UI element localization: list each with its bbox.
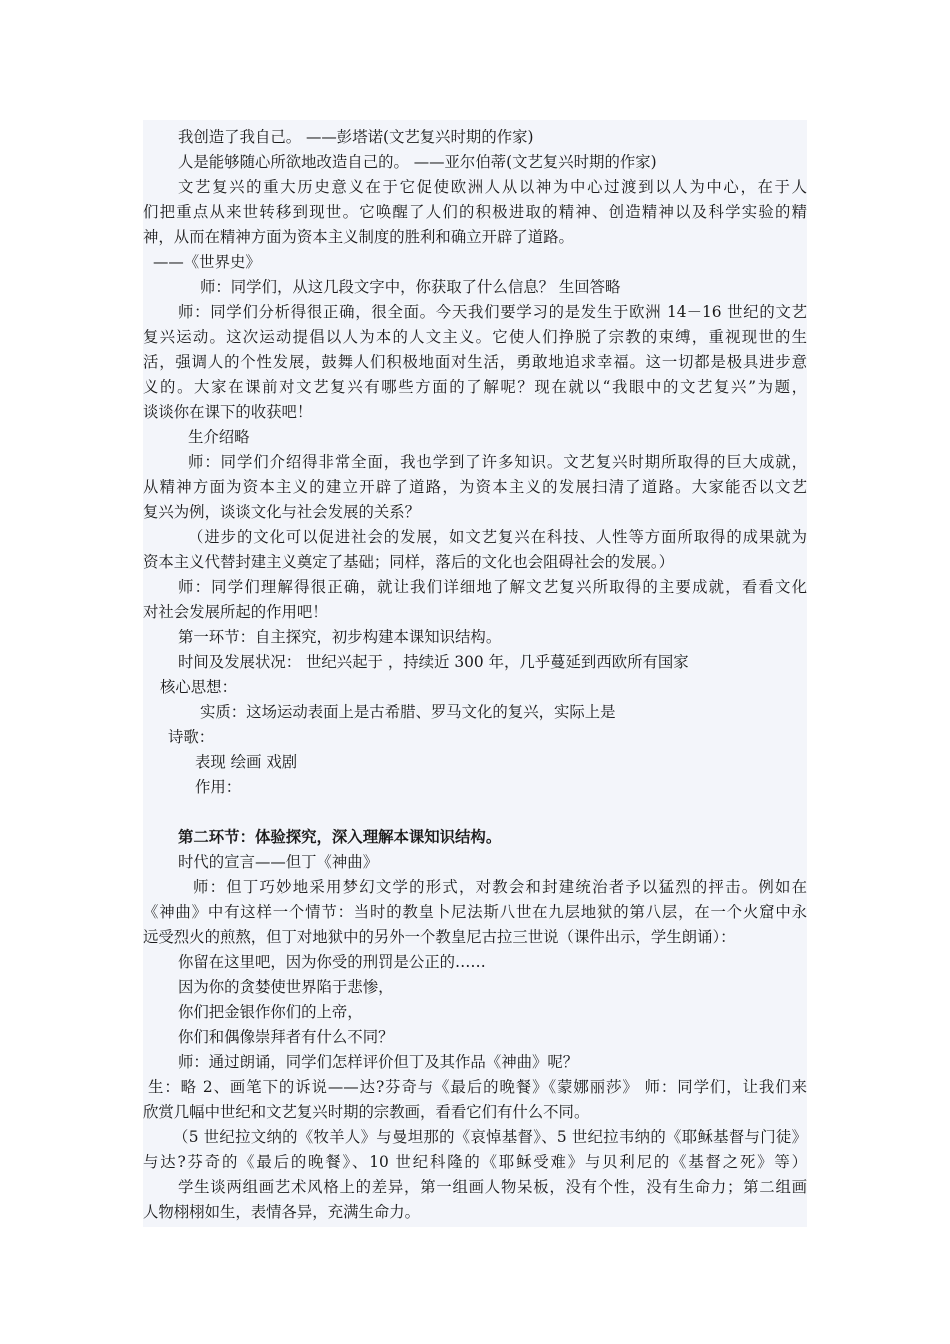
outline-item: 表现 绘画 戏剧: [195, 753, 298, 771]
paragraph-line: 远受烈火的煎熬，但丁对地狱中的另外一个教皇尼古拉三世说（课件出示，学生朗诵）：: [143, 928, 736, 946]
paragraph-line: 从精神方面为资本主义的建立开辟了道路，为资本主义的发展扫清了道路。大家能否以文艺: [143, 478, 807, 496]
paragraph-line: 资本主义代替封建主义奠定了基础；同样，落后的文化也会阻碍社会的发展。）: [143, 553, 674, 571]
paragraph-line: （进步的文化可以促进社会的发展，如文艺复兴在科技、人性等方面所取得的成果就为: [188, 528, 807, 546]
quote-line: 我创造了我自己。 ——彭塔诺(文艺复兴时期的作家): [178, 128, 534, 146]
poem-line: 你们和偶像崇拜者有什么不同？: [178, 1028, 394, 1046]
paragraph-line: 欣赏几幅中世纪和文艺复兴时期的宗教画，看看它们有什么不同。: [143, 1103, 590, 1121]
outline-item: 作用：: [195, 778, 242, 796]
quote-line: 人是能够随心所欲地改造自己的。 ——亚尔伯蒂(文艺复兴时期的作家): [178, 153, 657, 171]
poem-line: 因为你的贪婪使世界陷于悲惨，: [178, 978, 394, 996]
paragraph-line: 学生谈两组画艺术风格上的差异，第一组画人物呆板，没有个性，没有生命力；第二组画: [178, 1178, 807, 1196]
subsection-title: 时代的宣言——但丁《神曲》: [178, 853, 379, 871]
outline-item: 实质：这场运动表面上是古希腊、罗马文化的复兴，实际上是: [200, 703, 616, 721]
poem-line: 你们把金银作你们的上帝，: [178, 1003, 363, 1021]
section-heading: 第一环节：自主探究，初步构建本课知识结构。: [178, 628, 502, 646]
paragraph-line: 活，强调人的个性发展，鼓舞人们积极地面对生活，勇敢地追求幸福。这一切都是极具进步意: [143, 353, 807, 371]
paragraph-line: 《神曲》中有这样一个情节：当时的教皇卜尼法斯八世在九层地狱的第八层，在一个火窟中永: [143, 903, 807, 921]
outline-item: 时间及发展状况： 世纪兴起于 ，持续近 300 年，几乎蔓延到西欧所有国家: [178, 653, 689, 671]
outline-item: 核心思想：: [160, 678, 237, 696]
paragraph-line: 复兴为例，谈谈文化与社会发展的关系？: [143, 503, 421, 521]
outline-item: 诗歌：: [168, 728, 215, 746]
paragraph-line: 神，从而在精神方面为资本主义制度的胜利和确立开辟了道路。: [143, 228, 574, 246]
paragraph-line: 对社会发展所起的作用吧！: [143, 603, 328, 621]
paragraph-line: 义的。大家在课前对文艺复兴有哪些方面的了解呢？现在就以“我眼中的文艺复兴”为题，: [143, 378, 807, 396]
paragraph-line: （5 世纪拉文纳的《牧羊人》与曼坦那的《哀悼基督》、5 世纪拉韦纳的《耶稣基督与门徒》: [173, 1128, 807, 1146]
paragraph-line: 师：同学们介绍得非常全面，我也学到了许多知识。文艺复兴时期所取得的巨大成就，: [188, 453, 807, 471]
dialogue-line: 师：通过朗诵，同学们怎样评价但丁及其作品《神曲》呢？: [178, 1053, 579, 1071]
source-citation: ——《世界史》: [153, 253, 261, 271]
paragraph-line: 师：同学们理解得很正确，就让我们详细地了解文艺复兴所取得的主要成就，看看文化: [178, 578, 807, 596]
paragraph-line: 文艺复兴的重大历史意义在于它促使欧洲人从以神为中心过渡到以人为中心，在于人: [178, 178, 807, 196]
paragraph-line: 生：略 2、画笔下的诉说——达?芬奇与《最后的晚餐》《蒙娜丽莎》 师：同学们，让我们来: [148, 1078, 807, 1096]
section-heading: 第二环节：体验探究，深入理解本课知识结构。: [178, 828, 502, 846]
paragraph-line: 人物栩栩如生，表情各异，充满生命力。: [143, 1203, 421, 1221]
poem-line: 你留在这里吧，因为你受的刑罚是公正的……: [178, 953, 486, 971]
paragraph-line: 师：但丁巧妙地采用梦幻文学的形式，对教会和封建统治者予以猛烈的抨击。例如在: [193, 878, 807, 896]
paragraph-line: 谈谈你在课下的收获吧！: [143, 403, 313, 421]
paragraph-line: 们把重点从来世转移到现世。它唤醒了人们的积极进取的精神、创造精神以及科学实验的精: [143, 203, 807, 221]
paragraph-line: 复兴运动。这次运动提倡以人为本的人文主义。它使人们挣脱了宗教的束缚，重视现世的生: [143, 328, 807, 346]
paragraph-line: 与达?芬奇的《最后的晚餐》、10 世纪科隆的《耶稣受难》与贝利尼的《基督之死》等）: [143, 1153, 807, 1171]
document-page: [143, 120, 807, 1227]
dialogue-line: 师：同学们，从这几段文字中，你获取了什么信息？ 生回答略: [200, 278, 621, 296]
dialogue-line: 生介绍略: [188, 428, 250, 446]
paragraph-line: 师：同学们分析得很正确，很全面。今天我们要学习的是发生于欧洲 14－16 世纪的文艺: [178, 303, 807, 321]
